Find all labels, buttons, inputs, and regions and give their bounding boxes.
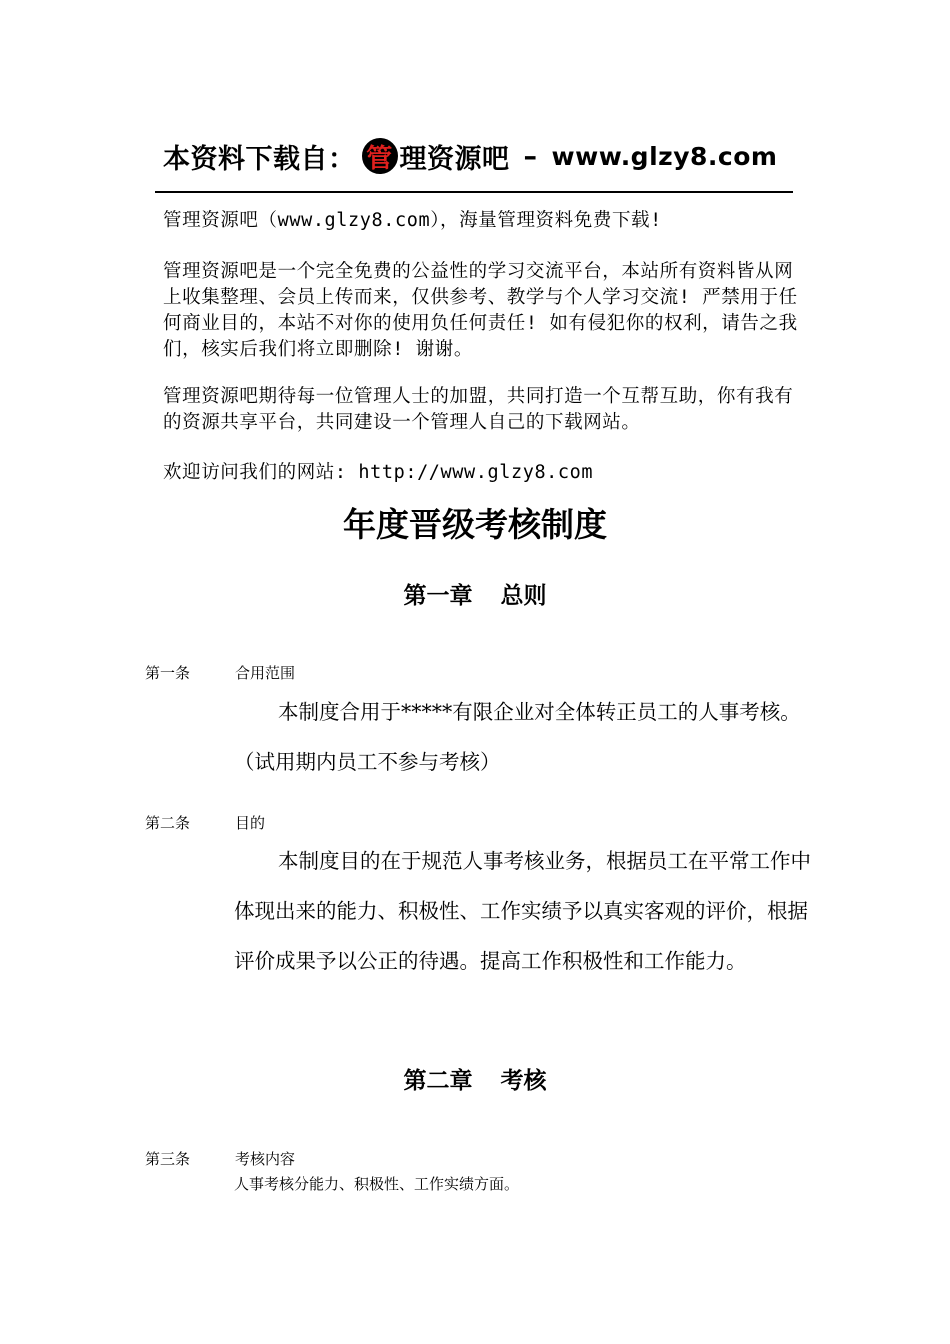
article-2-heading — [145, 812, 265, 834]
banner-site-name: 理资源吧 — [399, 143, 510, 175]
download-source-banner — [163, 134, 777, 178]
chapter-2-name: 考核 — [500, 1068, 547, 1094]
chapter-2-number: 第二章 — [403, 1068, 473, 1094]
article-1-number: 第一条 — [145, 664, 191, 682]
document-title: 年度晋级考核制度 — [343, 505, 607, 544]
article-3-number: 第三条 — [145, 1150, 191, 1168]
article-2-number: 第二条 — [145, 814, 191, 832]
chapter-1-number: 第一章 — [403, 583, 473, 609]
intro-paragraph-3: 管理资源吧期待每一位管理人士的加盟，共同打造一个互帮互助，你有我有的资源共享平台，共同建设一个管理人自己的下载网站。 — [163, 386, 794, 433]
chapter-1-name: 总则 — [500, 583, 547, 609]
chapter-1-heading — [0, 579, 950, 613]
article-3-text: 人事考核分能力、积极性、工作实绩方面。 — [234, 1175, 520, 1193]
banner-url[interactable]: www.glzy8.com — [551, 141, 778, 171]
article-2-text: 本制度目的在于规范人事考核业务，根据员工在平常工作中体现出来的能力、积极性、工作实绩予以真实客观的评价，根据评价成果予以公正的待遇。提高工作积极性和工作能力。 — [234, 849, 811, 973]
banner-dash: – — [523, 140, 538, 172]
site-logo-icon: 管 — [362, 138, 398, 174]
article-1-heading — [145, 662, 295, 684]
article-1-title: 合用范围 — [235, 664, 296, 682]
banner-prefix: 本资料下载自： — [163, 143, 356, 175]
article-3-title: 考核内容 — [235, 1150, 296, 1168]
banner-divider — [155, 191, 793, 193]
article-2-title: 目的 — [235, 814, 266, 832]
intro-line-4[interactable]: 欢迎访问我们的网站: http://www.glzy8.com — [163, 462, 594, 483]
intro-paragraph-2: 管理资源吧是一个完全免费的公益性的学习交流平台，本站所有资料皆从网上收集整理、会员上传而来，仅供参考、教学与个人学习交流! 严禁用于任何商业目的，本站不对你的使用负任何责任! 如有侵犯你的权利，请告之我们，核实后我们将立即删除! 谢谢。 — [163, 261, 798, 360]
article-3-heading — [145, 1148, 295, 1170]
article-1-text: 本制度合用于*****有限企业对全体转正员工的人事考核。（试用期内员工不参与考核） — [234, 700, 801, 774]
chapter-2-heading — [0, 1064, 950, 1098]
intro-line-1: 管理资源吧（www.glzy8.com），海量管理资料免费下载! — [163, 210, 662, 231]
